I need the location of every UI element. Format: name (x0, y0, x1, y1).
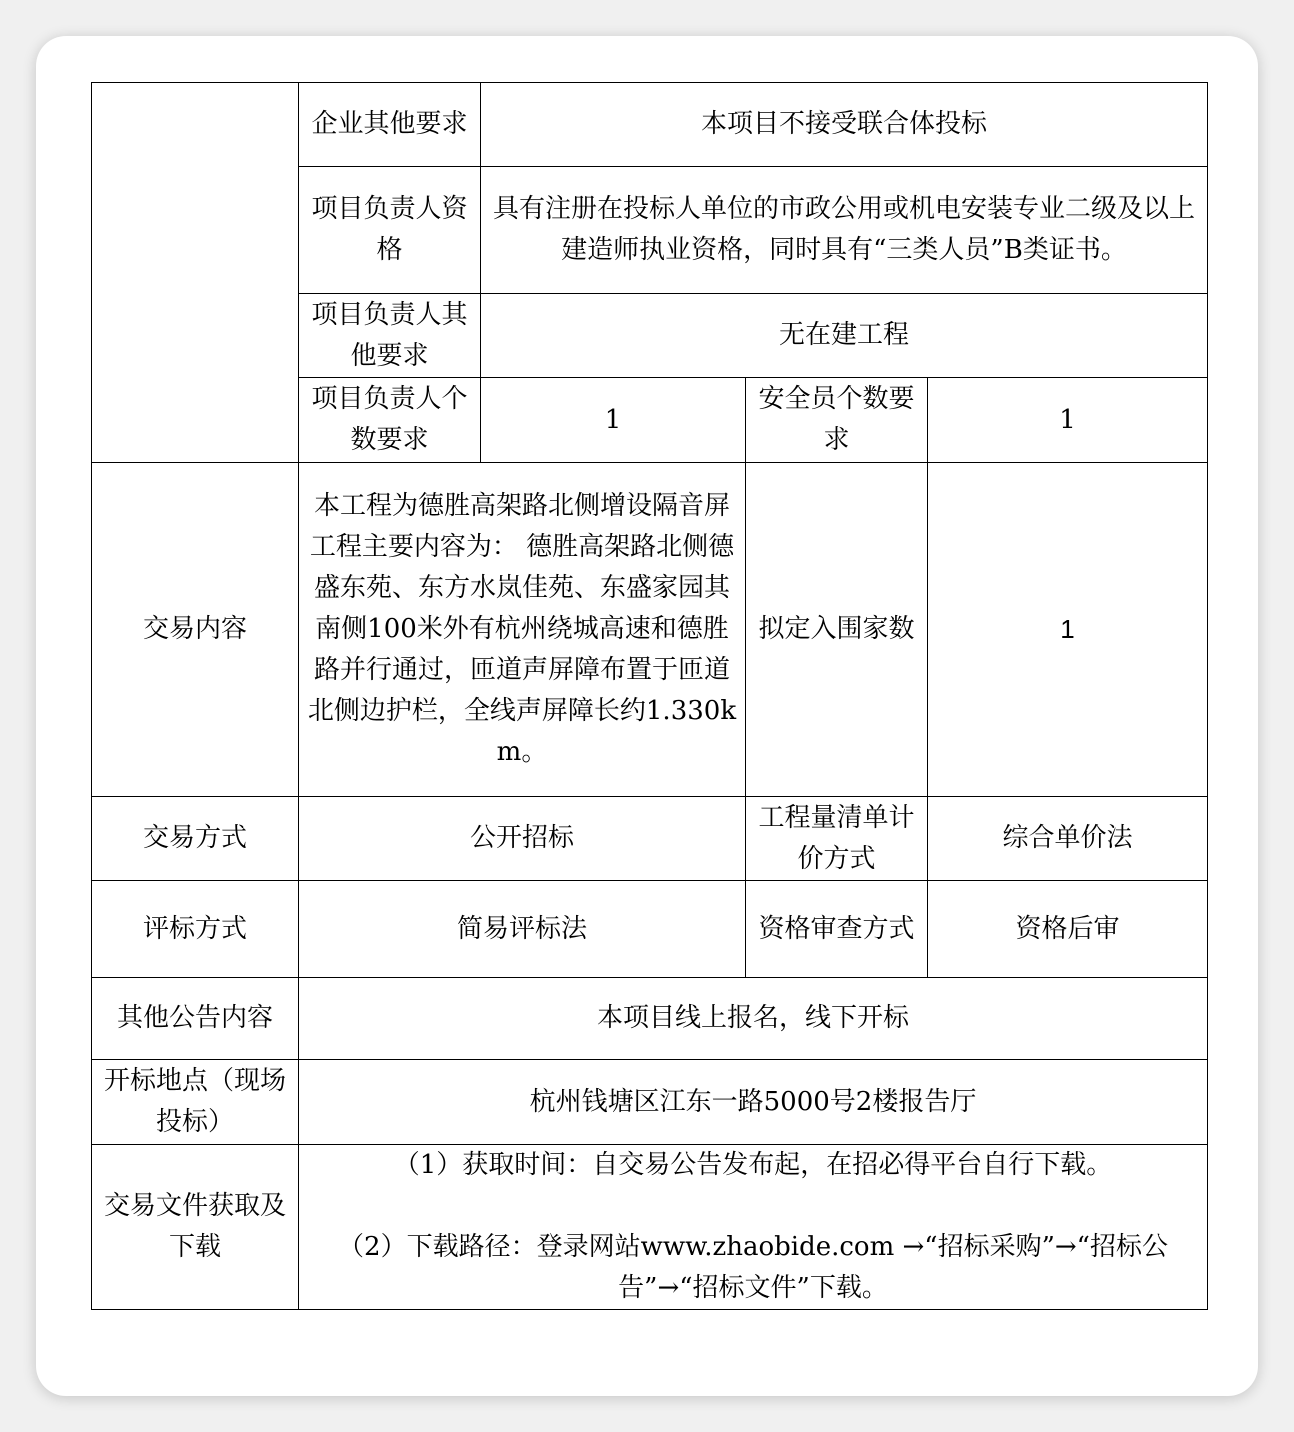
pricing-method-value: 综合单价法 (928, 797, 1208, 881)
shortlist-count-label: 拟定入围家数 (746, 463, 928, 797)
qualification-review-label: 资格审查方式 (746, 881, 928, 978)
safety-count-value: 1 (928, 378, 1208, 463)
row-other-requirements (92, 83, 1208, 167)
trade-method-value: 公开招标 (299, 797, 746, 881)
paragraph-gap (305, 1186, 1201, 1227)
evaluation-method-value: 简易评标法 (299, 881, 746, 978)
other-requirements-value: 本项目不接受联合体投标 (481, 83, 1208, 167)
pricing-method-label: 工程量清单计价方式 (746, 797, 928, 881)
row-announcement (92, 978, 1208, 1060)
trade-content-label: 交易内容 (92, 463, 299, 797)
pm-other-label: 项目负责人其他要求 (299, 294, 481, 378)
blank-merged-cell (92, 83, 299, 463)
download-path-text: （2）下载路径：登录网站www.zhaobide.com →“招标采购”→“招标公告”→“招标文件”下载。 (338, 1232, 1168, 1303)
pm-qualification-value: 具有注册在投标人单位的市政公用或机电安装专业二级及以上建造师执业资格，同时具有“三类人员”B类证书。 (481, 167, 1208, 294)
trade-method-label: 交易方式 (92, 797, 299, 881)
evaluation-method-label: 评标方式 (92, 881, 299, 978)
tender-info-table (91, 82, 1208, 1310)
safety-count-label: 安全员个数要求 (746, 378, 928, 463)
other-requirements-label: 企业其他要求 (299, 83, 481, 167)
qualification-review-value: 资格后审 (928, 881, 1208, 978)
row-bid-location (92, 1060, 1208, 1145)
pm-qualification-label: 项目负责人资格 (299, 167, 481, 294)
row-trade-method (92, 797, 1208, 881)
bid-location-label: 开标地点（现场投标） (92, 1060, 299, 1145)
announcement-value: 本项目线上报名，线下开标 (299, 978, 1208, 1060)
document-page (36, 36, 1258, 1396)
shortlist-count-value: 1 (928, 463, 1208, 797)
download-time-text: （1）获取时间：自交易公告发布起，在招必得平台自行下载。 (393, 1150, 1113, 1180)
bid-location-value: 杭州钱塘区江东一路5000号2楼报告厅 (299, 1060, 1208, 1145)
file-download-value (299, 1145, 1208, 1310)
announcement-label: 其他公告内容 (92, 978, 299, 1060)
file-download-label: 交易文件获取及下载 (92, 1145, 299, 1310)
row-trade-content (92, 463, 1208, 797)
pm-count-label: 项目负责人个数要求 (299, 378, 481, 463)
trade-content-value: 本工程为德胜高架路北侧增设隔音屏工程主要内容为： 德胜高架路北侧德盛东苑、东方水岚佳苑、东盛家园其南侧100米外有杭州绕城高速和德胜路并行通过，匝道声屏障布置于匝道北侧边护栏，全线声屏障长约1.330km。 (299, 463, 746, 797)
pm-other-value: 无在建工程 (481, 294, 1208, 378)
pm-count-value: 1 (481, 378, 746, 463)
row-file-download (92, 1145, 1208, 1310)
row-evaluation-method (92, 881, 1208, 978)
